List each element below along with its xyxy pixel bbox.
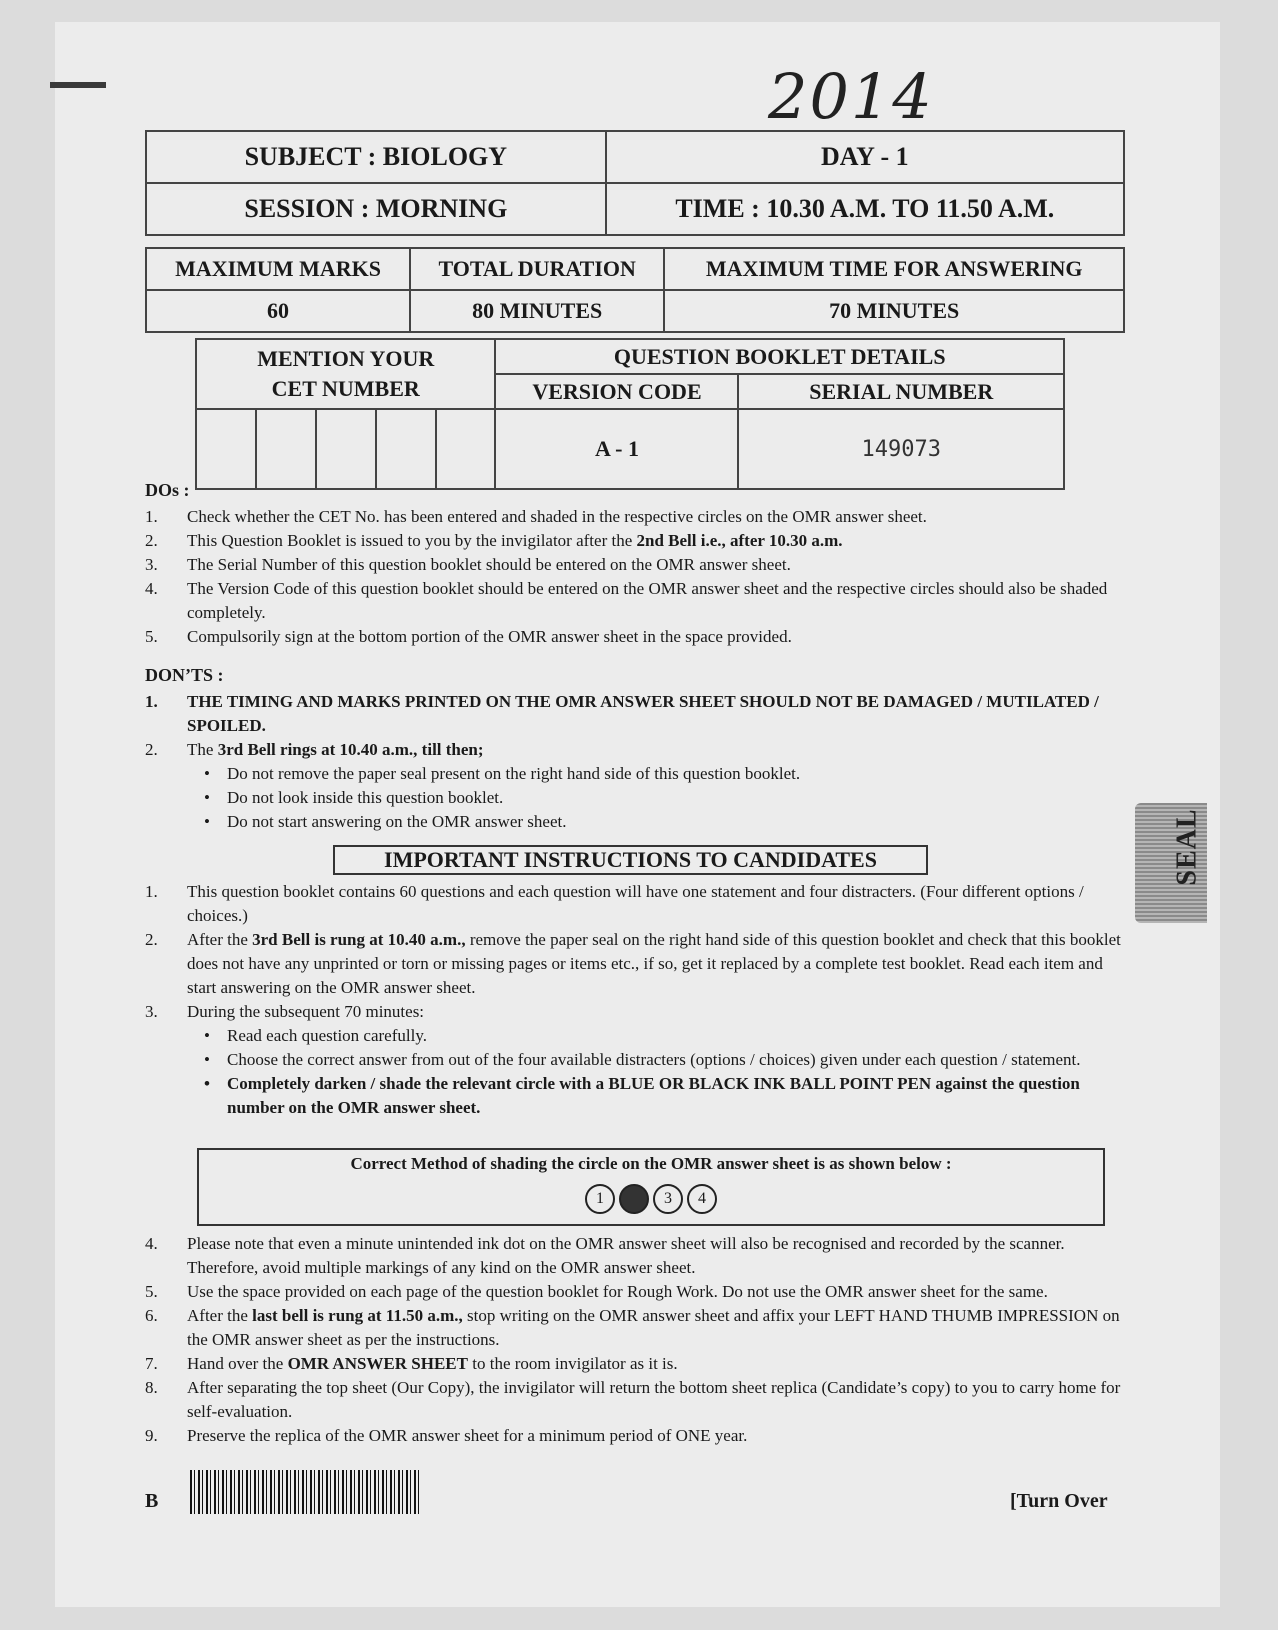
serial-number-label: SERIAL NUMBER [738,374,1064,409]
instructions-title: IMPORTANT INSTRUCTIONS TO CANDIDATES [333,845,928,875]
time-cell: TIME : 10.30 A.M. TO 11.50 A.M. [606,183,1124,235]
cet-digit-box[interactable] [196,409,256,489]
max-time-value: 70 MINUTES [664,290,1124,332]
bullet-item: • Do not remove the paper seal present on the right hand side of this question booklet. [204,764,801,783]
booklet-table [195,338,1065,490]
booklet-details-label: QUESTION BOOKLET DETAILS [495,339,1064,374]
omr-circle-4: 4 [687,1184,717,1214]
correct-method-text: Correct Method of shading the circle on the OMR answer sheet is as shown below : [350,1154,952,1173]
list-item: 3. The Serial Number of this question booklet should be entered on the OMR answer sheet. [145,555,791,574]
donts-title: DON’TS : [145,665,224,685]
bullet-item: • Do not start answering on the OMR answer sheet. [204,812,567,831]
version-code-value: A - 1 [495,409,738,489]
omr-circle-1: 1 [585,1184,615,1214]
correct-method-box [197,1148,1105,1226]
turn-over: [Turn Over [1010,1490,1108,1512]
list-item: 8. After separating the top sheet (Our Copy), the invigilator will return the bottom sheet replica (Candidate’s copy) to you to carry home for self-evaluation. [145,1378,1121,1421]
list-item: 7. Hand over the OMR ANSWER SHEET to the room invigilator as it is. [145,1354,678,1373]
max-marks-value: 60 [146,290,410,332]
day-cell: DAY - 1 [606,131,1124,183]
cet-digit-box[interactable] [316,409,376,489]
cet-digit-box[interactable] [436,409,496,489]
bullet-item: • Choose the correct answer from out of the four available distracters (options / choices) given under each question / statement. [204,1050,1081,1069]
cet-digit-box[interactable] [376,409,436,489]
list-item: 5. Use the space provided on each page of the question booklet for Rough Work. Do not use the OMR answer sheet for the same. [145,1282,1048,1301]
bullet-item: • Read each question carefully. [204,1026,427,1045]
barcode [190,1470,420,1514]
list-item: 6. After the last bell is rung at 11.50 a.m., stop writing on the OMR answer sheet and affix your LEFT HAND THUMB IMPRESSION on the OMR answer sheet as per the instructions. [145,1306,1120,1349]
list-item: 4. Please note that even a minute unintended ink dot on the OMR answer sheet will also be recognised and recorded by the scanner. Therefore, avoid multiple markings of any kind on the OMR answer sheet. [145,1234,1065,1277]
list-item: 1. THE TIMING AND MARKS PRINTED ON THE OMR ANSWER SHEET SHOULD NOT BE DAMAGED / MUTILATED / SPOILED. [145,692,1099,735]
subject-table [145,130,1125,236]
list-item: 1. Check whether the CET No. has been entered and shaded in the respective circles on the OMR answer sheet. [145,507,927,526]
cet-label-line1: MENTION YOUR [257,346,435,371]
omr-circle-3: 3 [653,1184,683,1214]
omr-circle-filled [619,1184,649,1214]
list-item: 2. After the 3rd Bell is rung at 10.40 a.m., remove the paper seal on the right hand side of this question booklet and check that this booklet does not have any unprinted or torn or missing pages or items etc., if so, get it replaced by a complete test booklet. Read each item and start answering on the OMR answer sheet. [145,930,1121,997]
cet-label-line2: CET NUMBER [271,376,420,401]
serial-number-value: 149073 [738,409,1064,489]
marks-table [145,247,1125,333]
dos-list [145,505,1125,649]
bullet-item: • Do not look inside this question booklet. [204,788,504,807]
cet-number-label [196,339,495,409]
bullet-item: • Completely darken / shade the relevant circle with a BLUE OR BLACK INK BALL POINT PEN against the question number on the OMR answer sheet. [204,1074,1080,1117]
max-time-label: MAXIMUM TIME FOR ANSWERING [664,248,1124,290]
total-duration-value: 80 MINUTES [410,290,664,332]
list-item: 2. The 3rd Bell rings at 10.40 a.m., till then; [145,740,484,759]
list-item: 5. Compulsorily sign at the bottom portion of the OMR answer sheet in the space provided. [145,627,792,646]
subject-cell: SUBJECT : BIOLOGY [146,131,606,183]
total-duration-label: TOTAL DURATION [410,248,664,290]
max-marks-label: MAXIMUM MARKS [146,248,410,290]
session-cell: SESSION : MORNING [146,183,606,235]
list-item: 1. This question booklet contains 60 questions and each question will have one statement and four distracters. (Four different options / choices.) [145,882,1084,925]
footer-letter: B [145,1490,159,1512]
donts-list [145,690,1125,834]
list-item: 4. The Version Code of this question booklet should be entered on the OMR answer sheet and the respective circles should also be shaded completely. [145,579,1108,622]
list-item: 9. Preserve the replica of the OMR answer sheet for a minimum period of ONE year. [145,1426,748,1445]
dos-title: DOs : [145,480,190,500]
paper-seal[interactable] [1135,803,1207,923]
list-item: 3. During the subsequent 70 minutes: [145,1002,425,1021]
version-code-label: VERSION CODE [495,374,738,409]
instructions-list-bottom [145,1232,1125,1448]
margin-mark [50,82,106,88]
instructions-list-top [145,880,1125,1120]
seal-label: SEAL [1171,808,1203,886]
list-item: 2. This Question Booklet is issued to you by the invigilator after the 2nd Bell i.e., after 10.30 a.m. [145,531,843,550]
cet-digit-box[interactable] [256,409,316,489]
omr-circles [199,1184,1103,1214]
handwritten-year: 2014 [768,60,934,133]
